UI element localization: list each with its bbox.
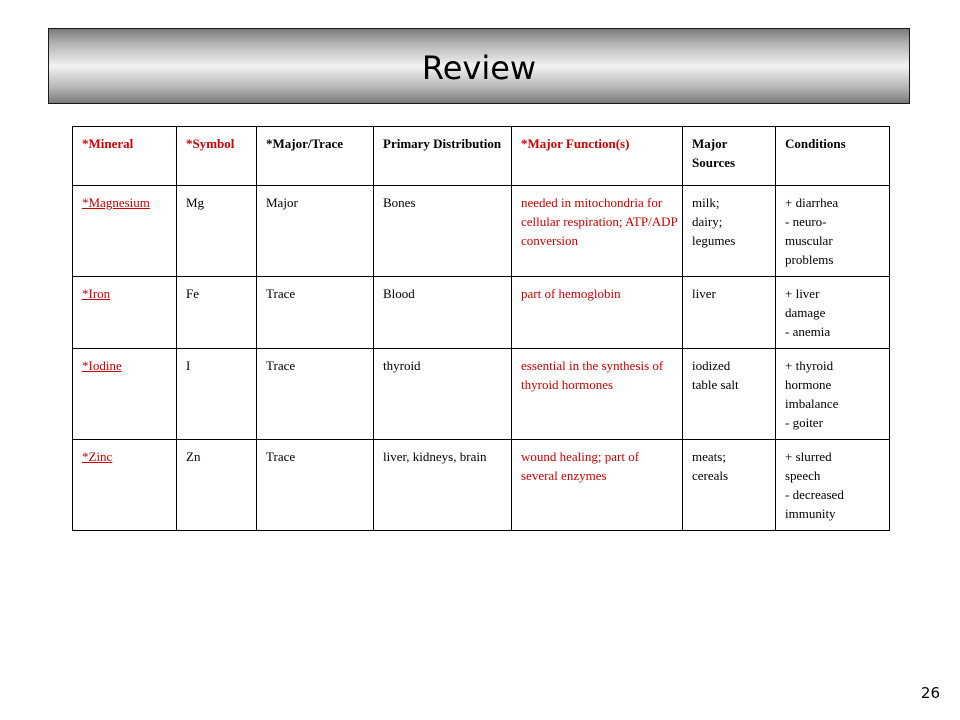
cell-mineral (73, 277, 177, 349)
cell-major-trace: Trace (257, 277, 374, 349)
table-row (73, 277, 890, 349)
cell-symbol: Mg (177, 186, 257, 277)
cell-mineral (73, 186, 177, 277)
cell-function: essential in the synthesis of thyroid hormones (512, 349, 683, 440)
header-symbol: *Symbol (177, 127, 257, 186)
header-conditions: Conditions (776, 127, 890, 186)
cell-distribution: Blood (374, 277, 512, 349)
cell-distribution: thyroid (374, 349, 512, 440)
title-bar (48, 28, 910, 104)
header-major-functions: *Major Function(s) (512, 127, 683, 186)
table-row (73, 440, 890, 531)
cell-function: part of hemoglobin (512, 277, 683, 349)
cell-sources: milk; dairy; legumes (683, 186, 776, 277)
slide-title: Review (421, 49, 537, 87)
cell-function: wound healing; part of several enzymes (512, 440, 683, 531)
cell-function: needed in mitochondria for cellular respiration; ATP/ADP conversion (512, 186, 683, 277)
header-primary-distribution: Primary Distribution (374, 127, 512, 186)
cell-conditions: + diarrhea - neuro- muscular problems (776, 186, 890, 277)
header-major-trace: *Major/Trace (257, 127, 374, 186)
cell-symbol: I (177, 349, 257, 440)
cell-major-trace: Trace (257, 349, 374, 440)
cell-major-trace: Major (257, 186, 374, 277)
mineral-link-magnesium[interactable]: *Magnesium (82, 195, 150, 210)
cell-symbol: Zn (177, 440, 257, 531)
cell-conditions: + slurred speech - decreased immunity (776, 440, 890, 531)
mineral-link-iron[interactable]: *Iron (82, 286, 111, 301)
mineral-link-zinc[interactable]: *Zinc (82, 449, 113, 464)
cell-distribution: liver, kidneys, brain (374, 440, 512, 531)
table-row (73, 186, 890, 277)
header-major-sources: Major Sources (683, 127, 776, 186)
header-mineral: *Mineral (73, 127, 177, 186)
cell-major-trace: Trace (257, 440, 374, 531)
cell-conditions: + thyroid hormone imbalance - goiter (776, 349, 890, 440)
cell-symbol: Fe (177, 277, 257, 349)
cell-sources: meats; cereals (683, 440, 776, 531)
cell-sources: iodized table salt (683, 349, 776, 440)
cell-mineral (73, 440, 177, 531)
table-row (73, 349, 890, 440)
table-header-row (73, 127, 890, 186)
mineral-link-iodine[interactable]: *Iodine (82, 358, 122, 373)
cell-distribution: Bones (374, 186, 512, 277)
cell-sources: liver (683, 277, 776, 349)
minerals-table (72, 126, 890, 531)
page-number: 26 (920, 684, 940, 702)
cell-conditions: + liver damage - anemia (776, 277, 890, 349)
cell-mineral (73, 349, 177, 440)
